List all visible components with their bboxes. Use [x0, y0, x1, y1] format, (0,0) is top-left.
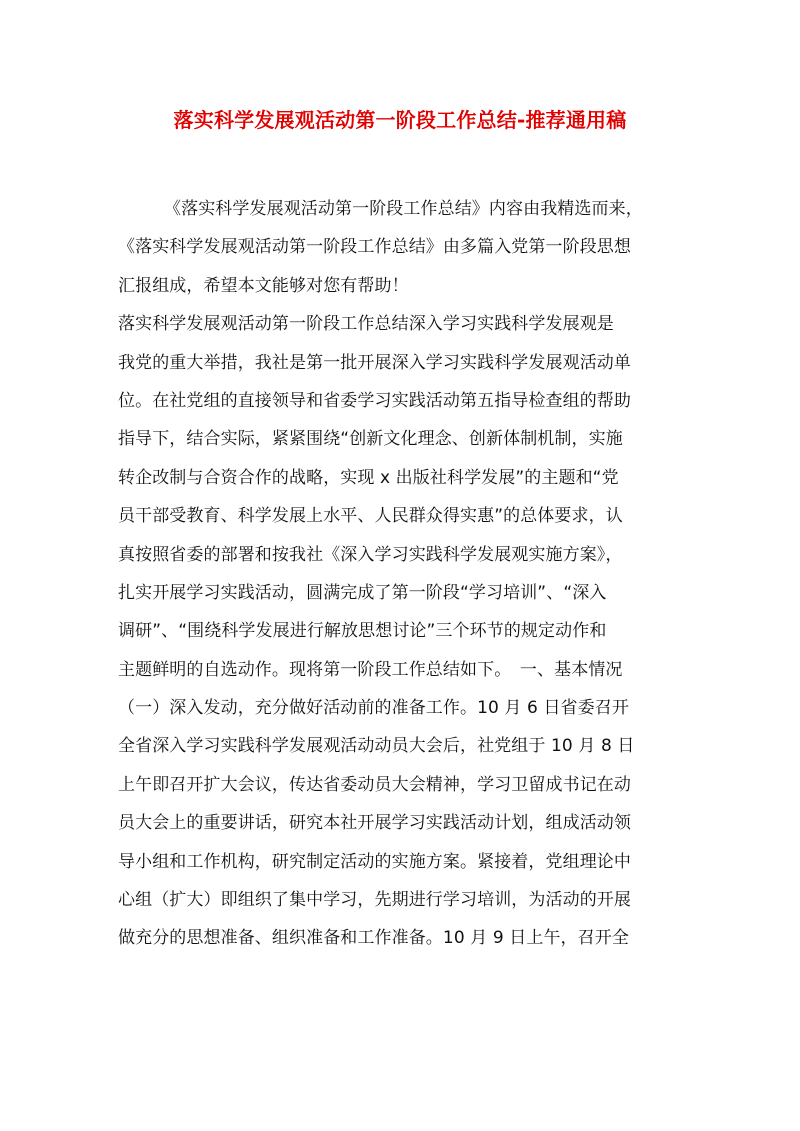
body-line: 做充分的思想准备、组织准备和工作准备。10 月 9 日上午，召开全	[118, 928, 629, 949]
body-line: 位。在社党组的直接领导和省委学习实践活动第五指导检查组的帮助	[118, 390, 631, 411]
body-line: 转企改制与合资合作的战略，实现 x 出版社科学发展”的主题和“党	[118, 467, 619, 488]
document-title: 落实科学发展观活动第一阶段工作总结-推荐通用稿	[173, 108, 627, 132]
body-line: 指导下，结合实际，紧紧围绕“创新文化理念、创新体制机制，实施	[118, 429, 623, 450]
body-line: （一）深入发动，充分做好活动前的准备工作。10 月 6 日省委召开	[118, 698, 629, 719]
body-line: 《落实科学发展观活动第一阶段工作总结》内容由我精选而来，	[164, 199, 643, 219]
body-line: 员干部受教育、科学发展上水平、人民群众得实惠”的总体要求，认	[118, 506, 623, 527]
body-line: 真按照省委的部署和按我社《深入学习实践科学发展观实施方案》，	[118, 544, 623, 565]
body-line: 调研”、“围绕科学发展进行解放思想讨论”三个环节的规定动作和	[118, 621, 607, 642]
body-line: 我党的重大举措，我社是第一批开展深入学习实践科学发展观活动单	[118, 352, 631, 373]
body-line: 汇报组成，希望本文能够对您有帮助！	[118, 275, 409, 296]
body-line: 导小组和工作机构，研究制定活动的实施方案。紧接着，党组理论中	[118, 851, 631, 872]
body-line: 员大会上的重要讲话，研究本社开展学习实践活动计划，组成活动领	[118, 813, 631, 834]
body-line: 全省深入学习实践科学发展观活动动员大会后，社党组于 10 月 8 日	[118, 736, 635, 757]
body-line: 主题鲜明的自选动作。现将第一阶段工作总结如下。 一、基本情况	[118, 659, 623, 680]
body-line: 《落实科学发展观活动第一阶段工作总结》由多篇入党第一阶段思想	[118, 237, 631, 258]
body-line: 扎实开展学习实践活动，圆满完成了第一阶段“学习培训”、“深入	[118, 582, 607, 603]
body-line: 上午即召开扩大会议，传达省委动员大会精神，学习卫留成书记在动	[118, 774, 631, 795]
body-line: 落实科学发展观活动第一阶段工作总结深入学习实践科学发展观是	[118, 314, 614, 335]
body-line: 心组（扩大）即组织了集中学习，先期进行学习培训，为活动的开展	[118, 890, 631, 911]
document-body	[118, 190, 688, 958]
